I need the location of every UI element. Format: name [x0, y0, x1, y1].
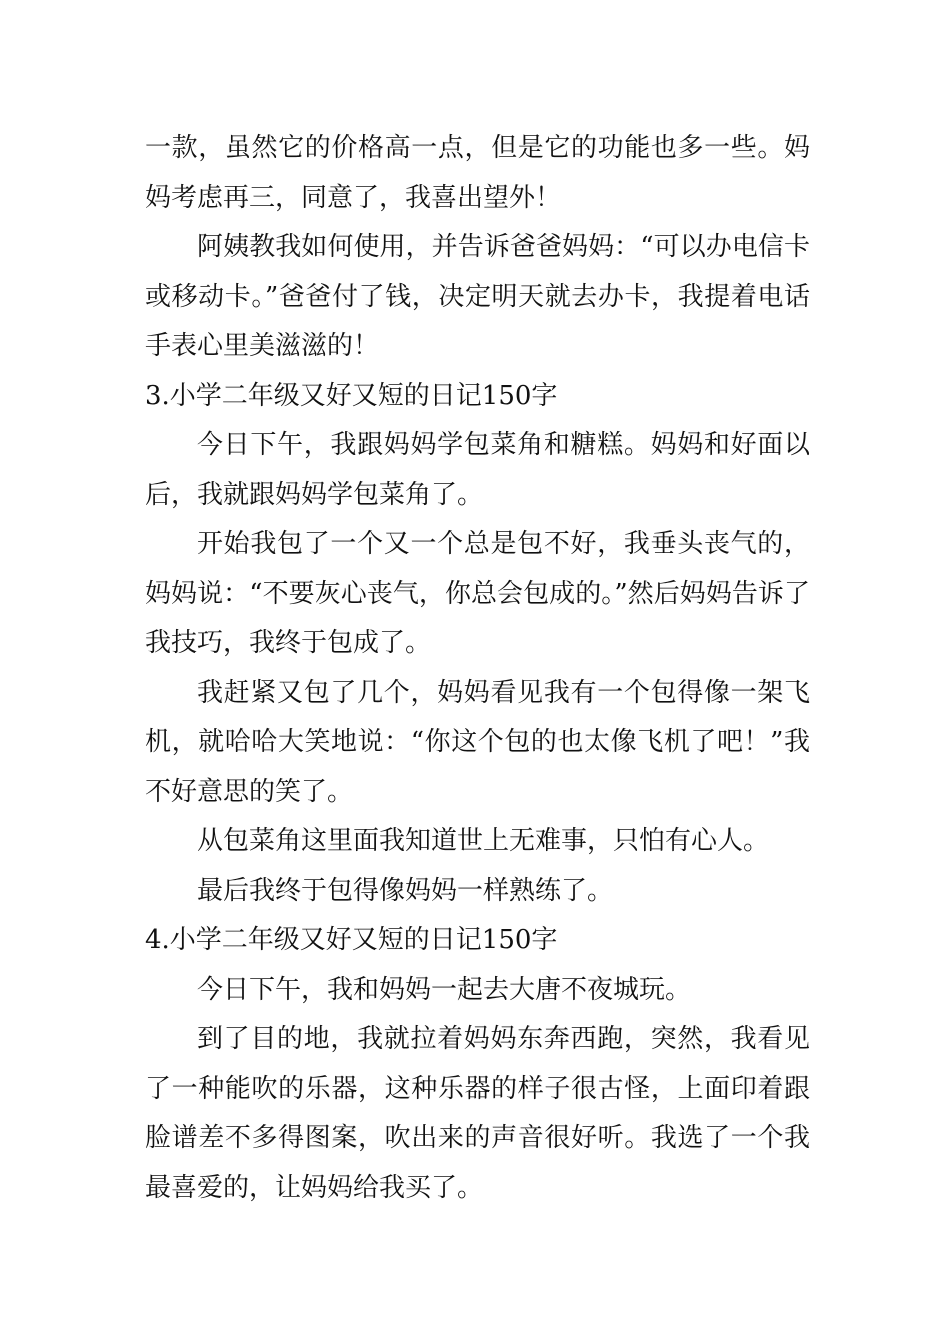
- paragraph: 最后我终于包得像妈妈一样熟练了。: [197, 875, 614, 906]
- section-heading: 4.小学二年级又好又短的日记150字: [145, 925, 558, 955]
- paragraph: 阿姨教我如何使用，并告诉爸爸妈妈：“可以办电信卡或移动卡。”爸爸付了钱，决定明天就去办卡，我提着电话手表心里美滋滋的！: [145, 232, 810, 361]
- section-heading: 3.小学二年级又好又短的日记150字: [145, 380, 558, 411]
- paragraph: 我赶紧又包了几个，妈妈看见我有一个包得像一架飞机，就哈哈大笑地说：“你这个包的也太像飞机了吧！”我不好意思的笑了。: [145, 677, 810, 807]
- document-body: [145, 124, 810, 1213]
- paragraph: 从包菜角这里面我知道世上无难事，只怕有心人。: [197, 826, 770, 856]
- paragraph: 今日下午，我和妈妈一起去大唐不夜城玩。: [197, 974, 692, 1005]
- paragraph: 今日下午，我跟妈妈学包菜角和糖糕。妈妈和好面以后，我就跟妈妈学包菜角了。: [145, 430, 810, 510]
- paragraph: 开始我包了一个又一个总是包不好，我垂头丧气的，妈妈说：“不要灰心丧气，你总会包成的。”然后妈妈告诉了我技巧，我终于包成了。: [145, 529, 810, 658]
- paragraph: 一款，虽然它的价格高一点，但是它的功能也多一些。妈妈考虑再三，同意了，我喜出望外！: [145, 133, 810, 213]
- paragraph: 到了目的地，我就拉着妈妈东奔西跑，突然，我看见了一种能吹的乐器，这种乐器的样子很古怪，上面印着跟脸谱差不多得图案，吹出来的声音很好听。我选了一个我最喜爱的，让妈妈给我买了。: [145, 1024, 810, 1203]
